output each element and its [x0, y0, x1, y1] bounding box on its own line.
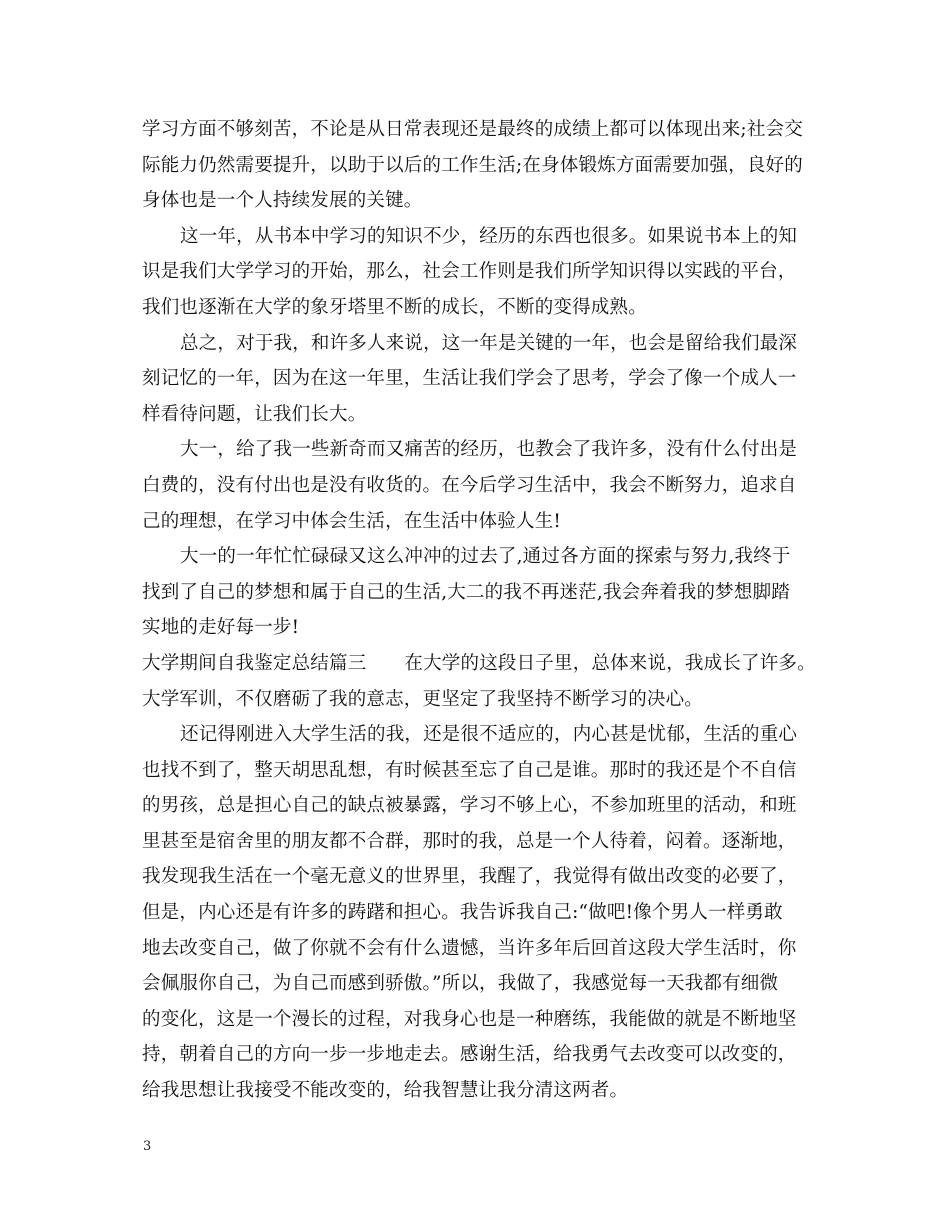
- text-line: 身体也是一个人持续发展的关键。: [142, 190, 423, 212]
- section-heading-line: [142, 646, 822, 682]
- paragraph-first-line: 大一的一年忙忙碌碌又这么冲冲的过去了,通过各方面的探索与努力,我终于: [180, 546, 791, 568]
- section-title: 大学期间自我鉴定总结篇三: [142, 652, 367, 674]
- text-line: 会佩服你自己，为自己而感到骄傲。”所以，我做了，我感觉每一天我都有细微: [142, 973, 779, 995]
- text-line: 刻记忆的一年，因为在这一年里，生活让我们学会了思考，学会了像一个成人一: [142, 368, 797, 390]
- text-line: 地去改变自己，做了你就不会有什么遗憾，当许多年后回首这段大学生活时，你: [142, 937, 797, 959]
- paragraph-first-line: 大一，给了我一些新奇而又痛苦的经历，也教会了我许多，没有什么付出是: [180, 439, 798, 461]
- text-line: 但是，内心还是有许多的踌躇和担心。我告诉我自己:“做吧!像个男人一样勇敢: [142, 902, 783, 924]
- page-number: 3: [143, 1139, 152, 1154]
- text-line: 持，朝着自己的方向一步一步地走去。感谢生活，给我勇气去改变可以改变的，: [142, 1044, 797, 1066]
- section-intro-text: 在大学的这段日子里，总体来说，我成长了许多。: [404, 652, 816, 674]
- text-line: 里甚至是宿舍里的朋友都不合群，那时的我，总是一个人待着，闷着。逐渐地，: [142, 830, 797, 852]
- text-line: 样看待问题，让我们长大。: [142, 403, 367, 425]
- document-body: [142, 112, 822, 1109]
- text-line: 识是我们大学学习的开始，那么，社会工作则是我们所学知识得以实践的平台，: [142, 261, 797, 283]
- text-line: 际能力仍然需要提升，以助于以后的工作生活;在身体锻炼方面需要加强，良好的: [142, 154, 803, 176]
- text-line: 我发现我生活在一个毫无意义的世界里，我醒了，我觉得有做出改变的必要了，: [142, 866, 797, 888]
- text-line: 的男孩，总是担心自己的缺点被暴露，学习不够上心，不参加班里的活动，和班: [142, 795, 797, 817]
- text-line: 我们也逐渐在大学的象牙塔里不断的成长，不断的变得成熟。: [142, 296, 647, 318]
- text-line: 己的理想，在学习中体会生活，在生活中体验人生!: [142, 510, 562, 532]
- text-line: 找到了自己的梦想和属于自己的生活,大二的我不再迷茫,我会奔着我的梦想脚踏: [142, 581, 790, 603]
- text-line: 给我思想让我接受不能改变的，给我智慧让我分清这两者。: [142, 1080, 629, 1102]
- paragraph-first-line: 还记得刚进入大学生活的我，还是很不适应的，内心甚是忧郁，生活的重心: [180, 724, 798, 746]
- text-line: 学习方面不够刻苦，不论是从日常表现还是最终的成绩上都可以体现出来;社会交: [142, 119, 803, 140]
- text-line: 也找不到了，整天胡思乱想，有时候甚至忘了自己是谁。那时的我还是个不自信: [142, 759, 797, 781]
- text-line: 的变化，这是一个漫长的过程，对我身心也是一种磨练，我能做的就是不断地坚: [142, 1008, 797, 1030]
- text-line: 白费的，没有付出也是没有收货的。在今后学习生活中，我会不断努力，追求自: [142, 474, 797, 496]
- text-line: 大学军训，不仅磨砺了我的意志，更坚定了我坚持不断学习的决心。: [142, 688, 704, 710]
- text-line: 实地的走好每一步!: [142, 617, 300, 639]
- paragraph-first-line: 这一年，从书本中学习的知识不少，经历的东西也很多。如果说书本上的知: [180, 225, 798, 247]
- paragraph-first-line: 总之，对于我，和许多人来说，这一年是关键的一年，也会是留给我们最深: [180, 332, 798, 354]
